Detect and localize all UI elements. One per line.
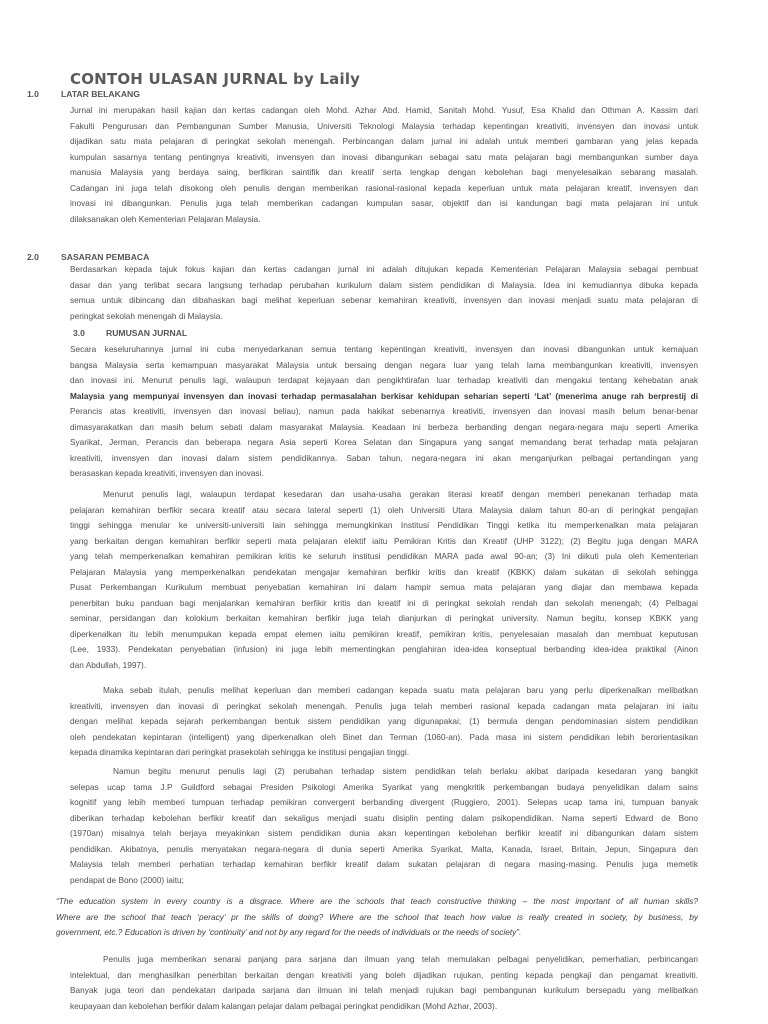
text-line: peringkat sekolah menengah di Malaysia.	[70, 310, 223, 321]
text-line: yang telah memperkenalkan kemahiran pemikiran kritis ke seluruh institusi pendidikan MARA pada awal 90-an; (3) Ini diikuti pula oleh Kementerian	[70, 551, 698, 561]
text-line: dijadikan satu mata pelajaran di peringkat sekolah menengah. Perbincangan dalam jurnal ini adalah untuk memberi gambaran yang jelas kepada	[70, 136, 698, 146]
text-line: Cadangan ini juga telah disokong oleh penulis dengan memberikan rasional-rasional kepada keperluan untuk mata pelajaran kreatif, invensyen dan	[70, 182, 698, 193]
text-line: government, etc.? Education is driven by ‘continuity’ and not by any regard for the needs of individuals or the needs of society”.	[56, 927, 522, 937]
text-line: Menurut penulis lagi, walaupun terdapat kesedaran dan usaha-usaha gerakan literasi kreatif dengan memberi penekanan terhadap mata	[103, 489, 698, 499]
paragraph-sasaran-pembaca	[70, 262, 698, 324]
text-line: oleh pendekatan kepintaran (intelligent) yang diperkenalkan oleh Binet dan Terman (1060-an). Pada masa ini sistem pendidikan lebih berorientasikan	[70, 731, 698, 742]
text-line: kreativiti, invensyen dan inovasi dalam sistem pendidikannya. Saban tahun, negara-negara ini akan menganjurkan pelbagai pertandingan yang	[70, 452, 698, 463]
text-line: dimasyarakatkan dan masih belum sebati dalam masyarakat Malaysia. Keadaan ini berbeza berbanding dengan negara-negara maju seperti Amerika	[70, 421, 698, 432]
section-number: 3.0	[73, 328, 85, 338]
section-number: 2.0	[27, 252, 39, 262]
text-line: Syarikat, Jerman, Perancis dan beberapa negara Asia seperti Korea Selatan dan Singapura yang sangat memandang berat terhadap mata pelajaran	[70, 437, 698, 447]
text-line: kepada dinamika kepintaran dari peringkat prasekolah sehingga ke institusi pengajian tinggi.	[70, 747, 410, 757]
text-line: kognitif yang lebih memberi tumpuan terhadap pemikiran convergent berbanding divergent (Ruggiero, 2001). Selepas ucap tama ini, tumpuan banyak	[70, 797, 698, 807]
text-line: berasaskan kepada kreativiti, invensyen dan inovasi.	[70, 468, 264, 478]
section-label: LATAR BELAKANG	[61, 89, 140, 99]
text-line: Namun begitu menurut penulis lagi (2) perubahan terhadap sistem pendidikan telah berlaku akibat daripada kesedaran yang bangkit	[113, 766, 698, 776]
text-line: dengan melihat kepada sejarah perkembangan bentuk sistem pendidikan yang digunapakai; (1) bermula dengan pendominasian sistem pendidikan	[70, 716, 698, 726]
text-line: yang berkaitan dengan kemahiran berfikir seperti mata pelajaran elektif iaitu Pemikiran Kritis dan Kreatif (UHP 3122); (2) Begitu juga dengan MARA	[70, 535, 698, 546]
text-line: pendapat de Bono (2000) iaitu;	[70, 874, 184, 885]
text-line: kumpulan sasarnya tentang pentingnya kreativiti, invensyen dan inovasi dibangunkan sebagai satu mata pelajaran bagi membangunkan sumber daya	[70, 151, 698, 162]
text-line: Jurnal ini merupakan hasil kajian dan kertas cadangan oleh Mohd. Azhar Abd. Hamid, Sanitah Mohd. Yusuf, Esa Khalid dan Othman A. Kassim dari	[70, 105, 698, 115]
quote-de-bono	[56, 894, 698, 941]
text-line: inovasi ini dibangunkan. Penulis juga telah memberikan cadangan kumpulan sasar, objektif dan isi kandungan bagi mata pelajaran ini untuk	[70, 198, 698, 208]
text-line: Maka sebab itulah, penulis melihat keperluan dan memberi cadangan kepada suatu mata pelajaran baru yang perlu diperkenalkan melibatkan	[103, 685, 698, 695]
text-line: Perancis atas kreativiti, invensyen dan inovasi beliau), namun pada hakikat sebenarnya kreativiti, invensyen dan inovasi masih belum benar-benar	[70, 406, 698, 416]
text-line: manusia Malaysia yang berdaya saing, berfikiran saintifik dan kreatif serta lengkap dengan kebolehan bagi menyelesaikan sebarang masalah.	[70, 167, 698, 177]
document-title: CONTOH ULASAN JURNAL by Laily	[70, 70, 361, 88]
text-line: kreativiti, invensyen dan inovasi di peringkat sekolah menengah. Penulis juga telah memberi rasional kepada cadangan mata pelajaran ini iaitu	[70, 700, 698, 711]
text-line: Banyak juga teori dan pendekatan daripada sarjana dan ilmuan ini telah menjadi rujukan bagi pembangunan kurikulum bersepadu yang melibatkan	[70, 985, 698, 995]
paragraph-rumusan-3	[70, 683, 698, 761]
text-line: semua untuk dibincang dan dibahaskan bagi melihat keperluan sebenar kemahiran kreativiti, invensyen dan inovasi menjadi suatu mata pelajaran di	[70, 295, 698, 305]
paragraph-rumusan-1	[70, 342, 698, 482]
text-line: penerbitan buku panduan bagi menjalankan kemahiran berfikir kritis dan kreatif ini di peringkat sekolah rendah dan sekolah menengah; (4) Pelbagai	[70, 597, 698, 608]
text-line: (Lee, 1933). Pendekatan penyebatian (infusion) ini juga lebih mementingkan penglahiran idea-idea konseptual berbanding idea-idea praktikal (Ainon	[70, 644, 698, 654]
text-line: dasar dan yang terlibat secara langsung terhadap perubahan kurikulum dalam sistem pendidikan di Malaysia. Idea ini kemudiannya dibuka kepada	[70, 279, 698, 290]
text-line: selepas ucap tama J.P Guildford sebagai Presiden Psikologi Amerika Syarikat yang mengkritik perkembangan budaya penyelidikan dalam sains	[70, 781, 698, 792]
text-line: Secara keseluruhannya jurnal ini cuba menyedarkanan semua tentang kepentingan kreativiti, invensyen dan inovasi dibangunkan untuk kemajuan	[70, 344, 698, 354]
text-line: Where are the school that teach ‘peracy’ pr the skills of doing? Where are the school that teach how value is really created in society, by business, by	[56, 911, 698, 922]
text-line: “The education system in every country is a disgrace. Where are the schools that teach constructive thinking – the most important of all human skills?	[56, 896, 698, 906]
text-line: pendidikan. Akibatnya, penulis menyatakan negara-negara di dunia seperti Amerika Syarikat, Malta, Kanada, Israel, Britain, Jepun, Singapura dan	[70, 843, 698, 854]
text-line: Pelajaran Malaysia yang memperkenalkan pendekatan mengajar kemahiran berfikir kritis dan kreatif (KBKK) dalam sukatan di sekolah sehingga	[70, 566, 698, 577]
text-line: Berdasarkan kepada tajuk fokus kajian dan kertas cadangan jurnal ini adalah ditujukan kepada Kementerian Pelajaran Malaysia sebagai pembuat	[70, 264, 698, 274]
text-line: dan inovasi ini. Menurut penulis lagi, walaupun terdapat kejayaan dan pengikhtirafan luar terhadap kreativiti dan mengakui tentang kehebatan anak	[70, 375, 698, 385]
text-line: Malaysia yang mempunyai invensyen dan inovasi terhadap permasalahan berkisar kehidupan seharian seperti ‘Lat’ (menerima anuge rah berprestij di	[70, 390, 698, 401]
section-number: 1.0	[27, 89, 39, 99]
section-label: RUMUSAN JURNAL	[106, 328, 188, 338]
section-heading-2	[27, 252, 150, 262]
text-line: keupayaan dan kebolehan berfikir dalam kalangan pelajar dalam pelbagai peringkat pendidikan (Mohd Azhar, 2003).	[70, 1000, 498, 1011]
paragraph-rumusan-5	[70, 952, 698, 1014]
section-heading-1	[27, 89, 140, 99]
paragraph-latar-belakang	[70, 103, 698, 227]
text-line: seminar, persidangan dan kolokium berkaitan kemahiran berfikir juga telah dianjurkan di peringkat university. Namun begitu, konsep KBKK yang	[70, 613, 698, 623]
text-line: Malaysia telah memberi perhatian terhadap kemahiran berfikir kreatif dalam sukatan pelajaran di negara masing-masing. Penulis juga memetik	[70, 859, 698, 869]
text-line: Fakulti Pengurusan dan Pembangunan Sumber Manusia, Universiti Teknologi Malaysia terhadap kepentingan kreativiti, invensyen dan inovasi untuk	[70, 120, 698, 131]
text-line: (1970an) misalnya telah berjaya meyakinkan sistem pendidikan dunia akan kepentingan kebolehan berfikir kreatif ini dibangunkan dalam sistem	[70, 828, 698, 838]
text-line: diperkenalkan itu lebih menumpukan kepada empat elemen iaitu pemikiran kreatif, pemikiran kritis, penyelesaian masalah dan membuat keputusan	[70, 628, 698, 639]
text-line: intelektual, dan menghasilkan penerbitan berkaitan dengan kreativiti yang boleh dijadikan rujukan, penting kepada pengkaji dan pengamat kreativiti.	[70, 969, 698, 980]
text-line: dilaksanakan oleh Kementerian Pelajaran Malaysia.	[70, 213, 261, 224]
section-heading-3	[73, 328, 188, 338]
section-label: SASARAN PEMBACA	[61, 252, 150, 262]
text-line: diberikan terhadap kebolehan berfikir kreatif dan sekaligus menjadi suatu disiplin penting dalam psikopendidikan. Nama seperti Edward de Bono	[70, 812, 698, 823]
paragraph-rumusan-4	[70, 764, 698, 888]
text-line: Penulis juga memberikan senarai panjang para sarjana dan ilmuan yang telah memulakan pelbagai penyelidikan, pemerhatian, perbincangan	[103, 954, 698, 964]
text-line: pelajaran kemahiran berfikir secara kreatif atau secara lateral seperti (1) oleh Universiti Utara Malaysia dalam tahun 80-an di peringkat pengajian	[70, 504, 698, 515]
paragraph-rumusan-2	[70, 487, 698, 673]
text-line: dan Abdullah, 1997).	[70, 659, 147, 670]
text-line: tinggi sehingga menular ke universiti-universiti lain sehingga memungkinkan Institusi Pendidikan Tinggi ketika itu memperkenalkan mata pelajaran	[70, 520, 698, 530]
text-line: bangsa Malaysia serta kemampuan masyarakat Malaysia untuk bersaing dengan negara luar yang telah lama membangunkan kreativiti, invensyen	[70, 359, 698, 370]
text-line: Pusat Perkembangan Kurikulum membuat penyebatian kemahiran ini dalam hampir semua mata pelajaran yang diajar dan membawa kepada	[70, 582, 698, 592]
